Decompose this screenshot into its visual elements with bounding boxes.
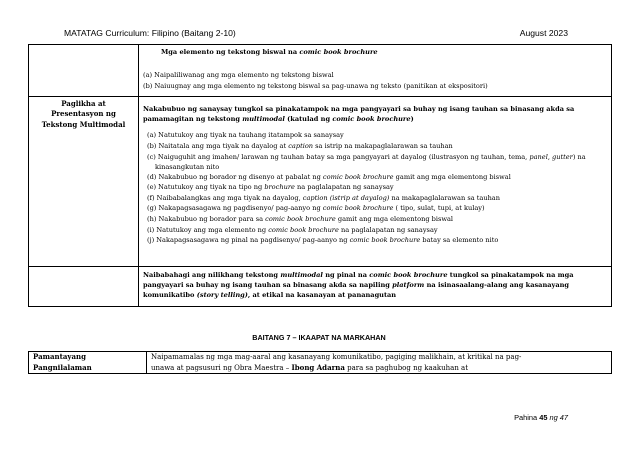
standard-line: unawa at pagsusuri ng Obra Maestra – Ibong Adarna para sa paghubog ng kaakuhan at <box>151 362 469 372</box>
footer-prefix: Pahina <box>514 413 538 422</box>
standard-text <box>147 352 612 374</box>
competency-cell <box>139 45 612 97</box>
block1-title <box>143 47 607 61</box>
list-item: (a) Naipaliliwanag ang mga elemento ng tekstong biswal <box>143 71 334 79</box>
list-item: (c) Naiguguhit ang imahen/ larawan ng tauhan batay sa mga pangyayari at dayalog (ilustrasyon ng tauhan, tema, panel, gutter) na kinasangkutan nito <box>147 152 586 171</box>
standard-line: Naipamamalas ng mga mag-aaral ang kasanayang komunikatibo, pagiging malikhain, at kritikal na pag- <box>151 353 522 361</box>
empty-label-cell <box>29 45 139 97</box>
list-item: (g) Nakapagsasagawa ng pagdisenyo/ pag-aanyo ng comic book brochure ( tipo, sulat, tupi, at kulay) <box>147 204 485 213</box>
domain-label: Paglikha at Presentasyon ng Tekstong Multimodal <box>41 99 126 129</box>
competency-cell <box>139 267 612 307</box>
table-row <box>29 267 612 307</box>
standards-table <box>28 351 612 374</box>
header-date: August 2023 <box>519 28 568 38</box>
page-total: ng 47 <box>549 413 568 422</box>
block3-paragraph: Naibabahagi ang nilikhang tekstong multimodal ng pinal na comic book brochure tungkol sa pinakatampok na mga pangyayari sa buhay ng isang tauhan sa binasang akda sa napiling platform na isinasaalang-alang ang kasanayang komunikatibo (story telling), at etikal na kasanayan at pananagutan <box>143 271 574 300</box>
block1-list <box>143 70 607 91</box>
table-row <box>29 45 612 97</box>
list-item: (h) Nakabubuo ng borador para sa comic book brochure gamit ang mga elementong biswal <box>147 214 454 223</box>
list-item: (e) Natutukoy ang tiyak na tipo ng brochure na paglalapatan ng sanaysay <box>147 183 394 192</box>
section-title: BAITANG 7 – IKAAPAT NA MARKAHAN <box>252 333 386 342</box>
block2-paragraph: Nakabubuo ng sanaysay tungkol sa pinakatampok na mga pangyayari sa buhay ng isang tauhan sa binasang akda sa pamamagitan ng tekstong multimodal (katulad ng comic book brochure) <box>143 105 575 124</box>
list-item: (d) Nakabubuo ng borador ng disenyo at pabalat ng comic book brochure gamit ang mga elementong biswal <box>147 172 511 181</box>
curriculum-table <box>28 44 612 307</box>
block1-title-text: Mga elemento ng tekstong biswal na comic book brochure <box>161 48 378 56</box>
header-curriculum: MATATAG Curriculum: Filipino (Baitang 2-10) <box>64 28 236 38</box>
list-item: (f) Naibabalangkas ang mga tiyak na dayalog, caption (istrip at dayalog) na makapaglalarawan sa tauhan <box>147 193 500 202</box>
standard-label: Pamantayang Pangnilalaman <box>29 352 147 374</box>
list-item: (i) Natutukoy ang mga elemento ng comic book brochure na paglalapatan ng sanaysay <box>147 225 438 234</box>
competency-cell <box>139 97 612 267</box>
list-item: (j) Nakapagsasagawa ng pinal na pagdisenyo/ pag-aanyo ng comic book brochure batay sa elemento nito <box>147 236 499 245</box>
page-footer <box>514 413 568 422</box>
list-item: (b) Naiuugnay ang mga elemento ng tekstong biswal sa pag-unawa ng teksto (panitikan at ekspositori) <box>143 81 488 90</box>
page-number: 45 <box>539 413 548 422</box>
empty-label-cell <box>29 267 139 307</box>
list-item: (b) Naitatala ang mga tiyak na dayalog at caption sa istrip na makapaglalarawan sa tauhan <box>147 142 453 150</box>
table-row <box>29 352 612 374</box>
table-row <box>29 97 612 267</box>
standard-lines <box>151 352 607 373</box>
domain-label-cell <box>29 97 139 267</box>
block2-list <box>143 130 607 245</box>
list-item: (a) Natutukoy ang tiyak na tauhang itatampok sa sanaysay <box>147 131 344 140</box>
